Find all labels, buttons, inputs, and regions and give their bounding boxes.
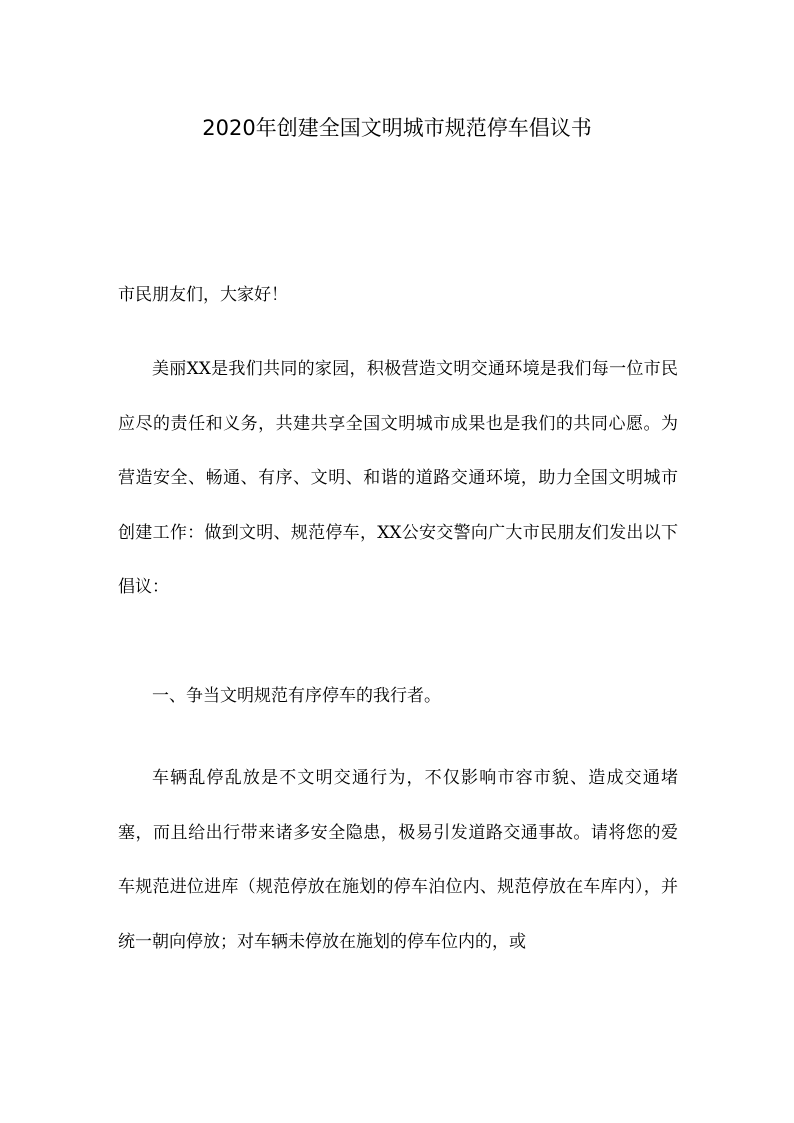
paragraph-body-1: 车辆乱停乱放是不文明交通行为，不仅影响市容市貌、造成交通堵塞，而且给出行带来诸多安全隐患，极易引发道路交通事故。请将您的爱车规范进位进库（规范停放在施划的停车泊位内、规范停放在车库内），并统一朝向停放；对车辆未停放在施划的停车位内的，或 [118, 768, 678, 952]
greeting: 市民朋友们，大家好！ [118, 285, 288, 305]
document-title: 2020年创建全国文明城市规范停车倡议书 [202, 116, 592, 140]
paragraph-heading-1: 一、争当文明规范有序停车的我行者。 [152, 686, 441, 706]
paragraph-intro: 美丽XX是我们共同的家园，积极营造文明交通环境是我们每一位市民应尽的责任和义务，共建共享全国文明城市成果也是我们的共同心愿。为营造安全、畅通、有序、文明、和谐的道路交通环境，助力全国文明城市创建工作：做到文明、规范停车，XX公安交警向广大市民朋友们发出以下倡议： [118, 359, 678, 597]
